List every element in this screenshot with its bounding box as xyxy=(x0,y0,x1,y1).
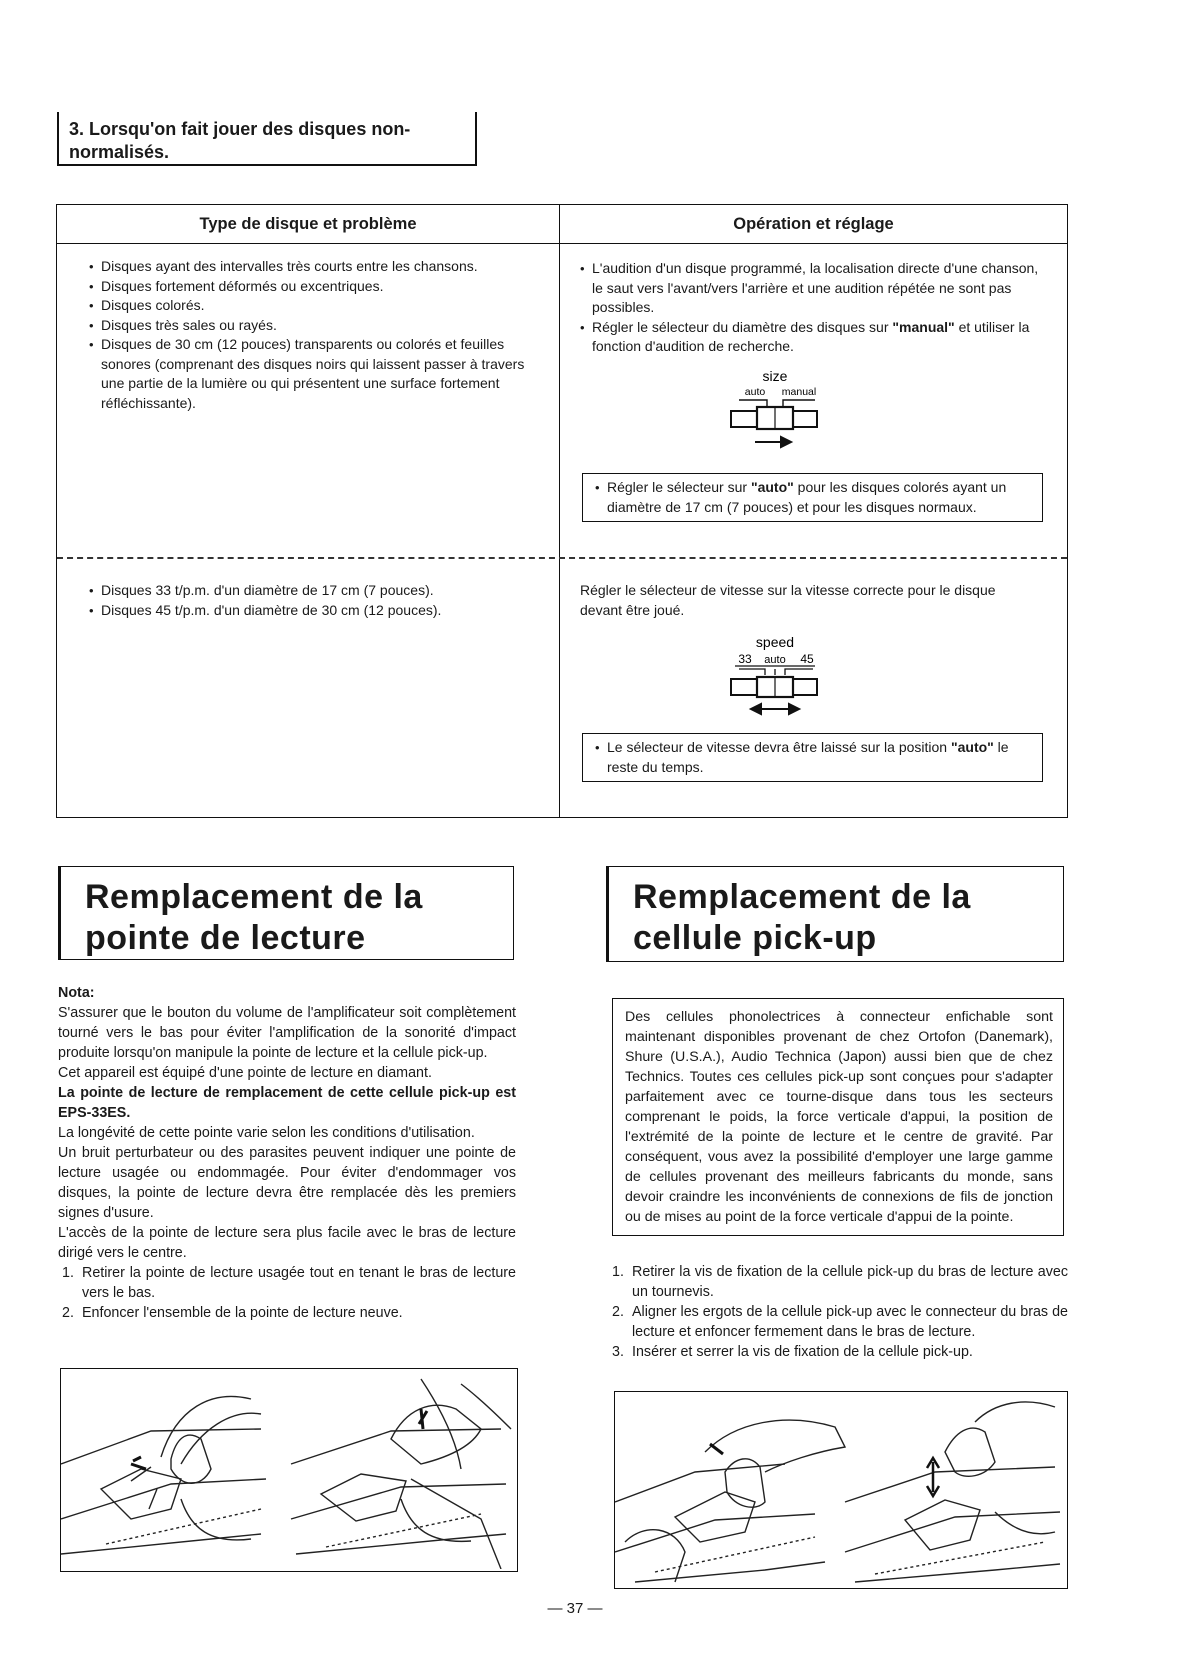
problem-item: • Disques 45 t/p.m. d'un diamètre de 30 cm (12 pouces). xyxy=(89,601,539,621)
step-item: 2. Enfoncer l'ensemble de la pointe de lecture neuve. xyxy=(62,1305,403,1321)
step-item: 1. Retirer la vis de fixation de la cellule pick-up du bras de lecture avec un tournevis. xyxy=(612,1264,1068,1300)
stylus-illustration xyxy=(60,1368,518,1572)
nota-label: Nota: xyxy=(58,985,95,1001)
stylus-instructions xyxy=(58,983,516,1323)
step-item: 2. Aligner les ergots de la cellule pick-up avec le connecteur du bras de lecture et enfoncer fermement dans le bras de lecture. xyxy=(612,1304,1068,1340)
row2-operation: Régler le sélecteur de vitesse sur la vitesse correcte pour le disque devant être joué. xyxy=(580,582,996,618)
row2-problems xyxy=(89,581,539,620)
problem-item: • Disques très sales ou rayés. xyxy=(89,316,539,336)
speed-switch-45: 45 xyxy=(800,652,814,666)
step-item: 3. Insérer et serrer la vis de fixation de la cellule pick-up. xyxy=(612,1344,973,1360)
stylus-title: Remplacement de la pointe de lecture xyxy=(58,866,514,960)
row1-problems xyxy=(89,257,539,413)
troubleshooting-table xyxy=(56,204,1068,818)
size-switch-diagram xyxy=(717,367,877,457)
size-switch-title: size xyxy=(762,368,788,384)
cartridge-illustration xyxy=(614,1391,1068,1589)
problem-item: • Disques fortement déformés ou excentriques. xyxy=(89,277,539,297)
operation-item: • L'audition d'un disque programmé, la localisation directe d'une chanson, le saut vers l'avant/vers l'arrière et une audition répétée ne sont pas possibles. xyxy=(580,259,1040,318)
row-divider xyxy=(57,557,1067,559)
noise-text: Un bruit perturbateur ou des parasites peuvent indiquer une pointe de lecture usagée ou endommagée. Pour éviter d'endommager vos disques, la pointe de lecture devra être remplacée dès les premiers signes d'usure. xyxy=(58,1145,516,1221)
size-switch-right-label: manual xyxy=(781,386,817,398)
replacement-text: La pointe de lecture de remplacement de cette cellule pick-up est EPS-33ES. xyxy=(58,1085,516,1121)
problem-item: • Disques de 30 cm (12 pouces) transparents ou colorés et feuilles sonores (comprenant des disques noirs qui laissent passer à travers une partie de la lumière ou qui présentent une surface fortement réfléchissante). xyxy=(89,335,539,413)
problem-item: • Disques colorés. xyxy=(89,296,539,316)
col-header-operation: Opération et réglage xyxy=(733,215,894,233)
size-switch-left-label: auto xyxy=(744,386,766,398)
speed-switch-diagram xyxy=(717,633,877,723)
cartridge-steps xyxy=(608,1262,1068,1362)
col-header-type: Type de disque et problème xyxy=(199,215,417,233)
problem-item: • Disques 33 t/p.m. d'un diamètre de 17 cm (7 pouces). xyxy=(89,581,539,601)
row1-operation xyxy=(580,259,1040,357)
longevity-text: La longévité de cette pointe varie selon les conditions d'utilisation. xyxy=(58,1125,475,1141)
size-note-box: • Régler le sélecteur sur "auto" pour les disques colorés ayant un diamètre de 17 cm (7 pouces) et pour les disques normaux. xyxy=(582,473,1043,522)
operation-item: • Régler le sélecteur du diamètre des disques sur "manual" et utiliser la fonction d'audition de recherche. xyxy=(580,318,1040,357)
speed-switch-33: 33 xyxy=(738,652,752,666)
section-heading-text: 3. Lorsqu'on fait jouer des disques non-normalisés. xyxy=(69,119,411,162)
speed-switch-title: speed xyxy=(755,634,795,650)
step-item: 1. Retirer la pointe de lecture usagée tout en tenant le bras de lecture vers le bas. xyxy=(62,1265,516,1301)
cartridge-info-box: Des cellules phonolectrices à connecteur enfichable sont maintenant disponibles provenant de chez Ortofon (Danemark), Shure (U.S.A.), Audio Technica (Japon) aussi bien que de chez Technics. Toutes ces cellules pick-up sont conçues pour s'adapter parfaitement avec ce tourne-disque dans tous les secteurs comprenant le poids, la force verticale d'appui, la position de l'extrémité de la pointe de lecture et le centre de gravité. Par conséquent, vous avez la possibilité d'employer une large gamme de cellules provenant des meilleurs fabricants du monde, sans devoir craindre les inconvénients de connexions de fils de jonction ou de mises au point de la force verticale d'appui de la pointe. xyxy=(612,998,1064,1236)
nota-text: S'assurer que le bouton du volume de l'amplificateur soit complètement tourné vers le bas pour éviter l'amplification de la sonorité d'impact produite lorsqu'on manipule la pointe de lecture et la cellule pick-up. xyxy=(58,1005,516,1061)
access-text: L'accès de la pointe de lecture sera plus facile avec le bras de lecture dirigé vers le centre. xyxy=(58,1225,516,1261)
page-number: — 37 — xyxy=(547,1600,603,1617)
cartridge-title: Remplacement de la cellule pick-up xyxy=(606,866,1064,962)
diamond-text: Cet appareil est équipé d'une pointe de lecture en diamant. xyxy=(58,1065,432,1081)
speed-switch-auto: auto xyxy=(764,654,786,666)
speed-note-box: • Le sélecteur de vitesse devra être laissé sur la position "auto" le reste du temps. xyxy=(582,733,1043,782)
section-heading xyxy=(57,112,477,166)
problem-item: • Disques ayant des intervalles très courts entre les chansons. xyxy=(89,257,539,277)
